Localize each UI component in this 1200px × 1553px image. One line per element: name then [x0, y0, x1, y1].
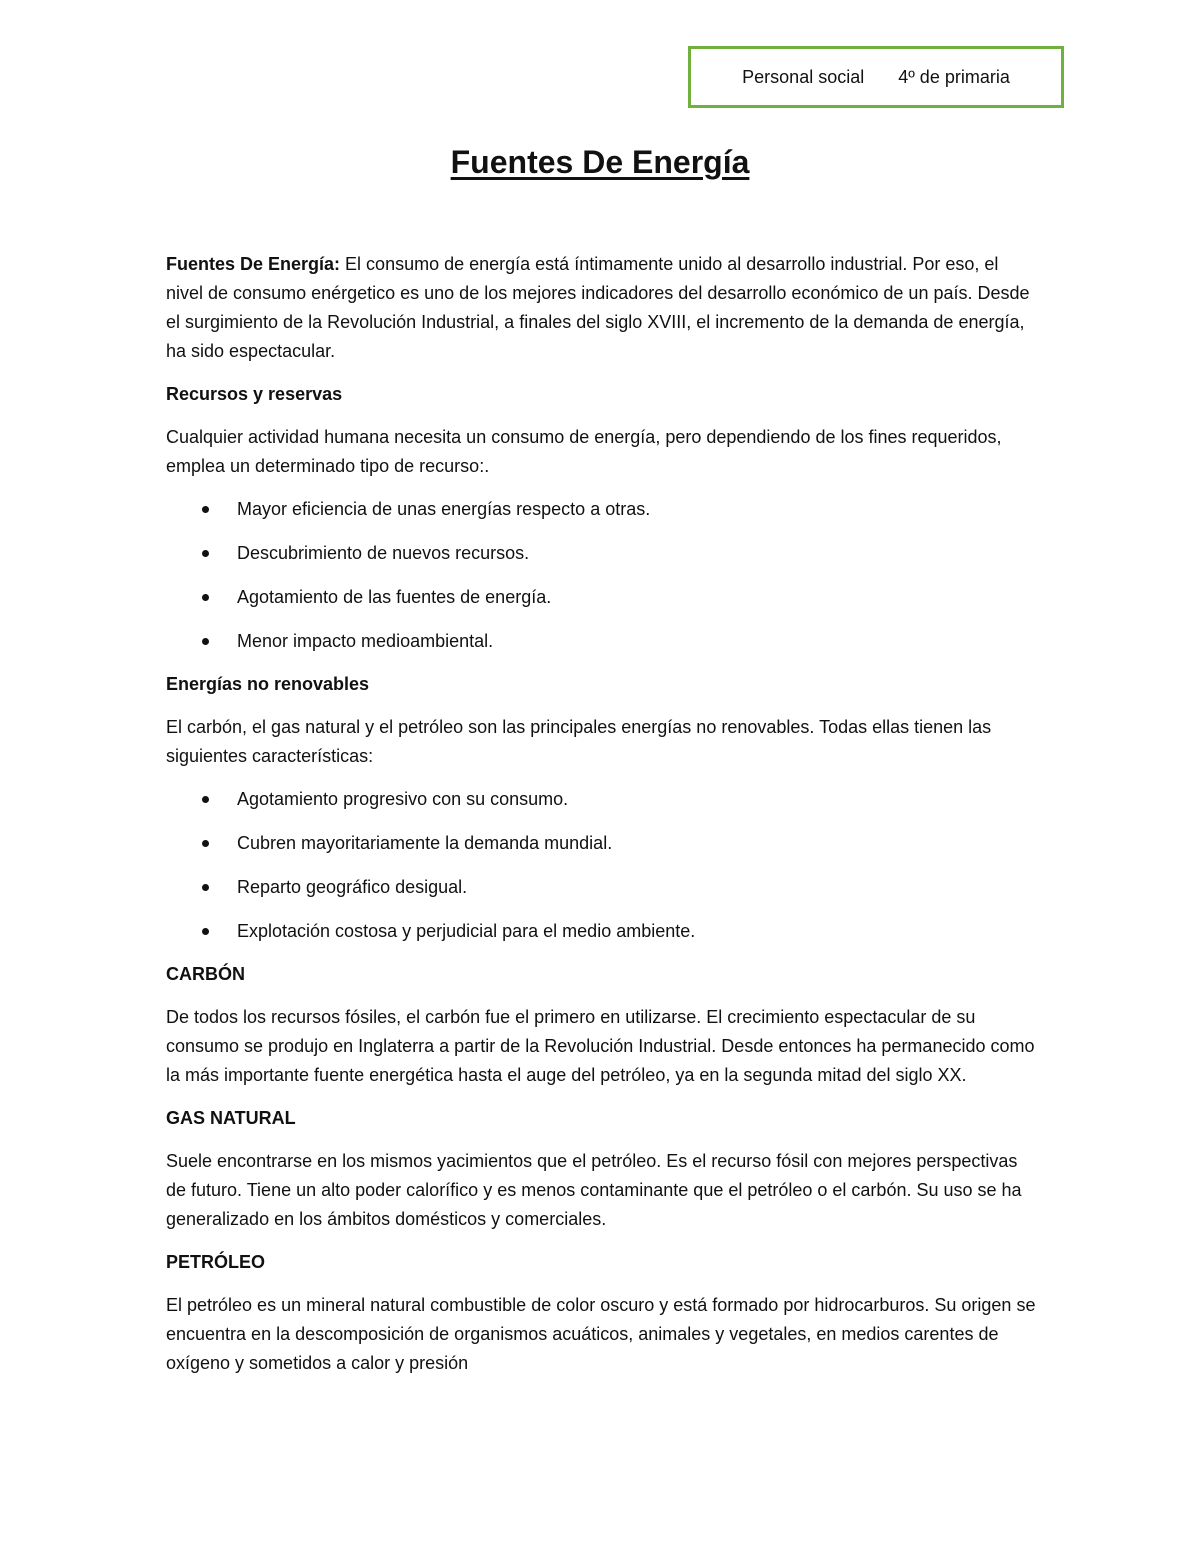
list-item-text: Agotamiento progresivo con su consumo.: [237, 789, 569, 809]
list-item: [166, 829, 1036, 858]
document-body: [166, 250, 1036, 1392]
list-item-text: Menor impacto medioambiental.: [237, 631, 494, 651]
gas-paragraph: Suele encontrarse en los mismos yacimientos que el petróleo. Es el recurso fósil con mejores perspectivas de futuro. Tiene un alto poder calorífico y es menos contaminante que el petróleo o el carbón. Su uso se ha generalizado en los ámbitos domésticos y comerciales.: [166, 1151, 1022, 1229]
no-renovables-heading: Energías no renovables: [166, 674, 370, 694]
carbon-heading: CARBÓN: [166, 964, 245, 984]
petroleo-paragraph: El petróleo es un mineral natural combustible de color oscuro y está formado por hidrocarburos. Su origen se encuentra en la descomposición de organismos acuáticos, animales y vegetales, en medios carentes de oxígeno y sometidos a calor y presión: [166, 1295, 1036, 1373]
gas-heading: GAS NATURAL: [166, 1108, 296, 1128]
recursos-paragraph: Cualquier actividad humana necesita un consumo de energía, pero dependiendo de los fines requeridos, emplea un determinado tipo de recurso:.: [166, 427, 1002, 476]
subject-label: Personal social: [742, 66, 865, 87]
bullet-icon: [202, 550, 209, 557]
list-item-text: Reparto geográfico desigual.: [237, 877, 468, 897]
intro-paragraph: [166, 250, 1036, 366]
list-item: [166, 873, 1036, 902]
no-renovables-paragraph: El carbón, el gas natural y el petróleo son las principales energías no renovables. Todas ellas tienen las siguientes características:: [166, 717, 992, 766]
list-item: [166, 539, 1036, 568]
list-item: [166, 627, 1036, 656]
intro-lead: Fuentes De Energía:: [166, 254, 341, 274]
bullet-icon: [202, 638, 209, 645]
list-item: [166, 495, 1036, 524]
list-item-text: Mayor eficiencia de unas energías respecto a otras.: [237, 499, 651, 519]
petroleo-heading: PETRÓLEO: [166, 1252, 266, 1272]
bullet-icon: [202, 928, 209, 935]
intro-text: El consumo de energía está íntimamente unido al desarrollo industrial. Por eso, el nivel de consumo enérgetico es uno de los mejores indicadores del desarrollo económico de un país. Desde el surgimiento de la Revolución Industrial, a finales del siglo XVIII, el incremento de la demanda de energía, ha sido espectacular.: [166, 254, 1030, 361]
list-item-text: Agotamiento de las fuentes de energía.: [237, 587, 552, 607]
list-item: [166, 917, 1036, 946]
recursos-heading: Recursos y reservas: [166, 384, 343, 404]
bullet-icon: [202, 506, 209, 513]
bullet-icon: [202, 884, 209, 891]
bullet-icon: [202, 840, 209, 847]
grade-label: 4º de primaria: [898, 66, 1010, 87]
header-box: [688, 46, 1064, 108]
page-title: Fuentes De Energía: [450, 144, 750, 180]
list-item-text: Descubrimiento de nuevos recursos.: [237, 543, 530, 563]
list-item: [166, 583, 1036, 612]
carbon-paragraph: De todos los recursos fósiles, el carbón fue el primero en utilizarse. El crecimiento espectacular de su consumo se produjo en Inglaterra a partir de la Revolución Industrial. Desde entonces ha permanecido como la más importante fuente energética hasta el auge del petróleo, ya en la segunda mitad del siglo XX.: [166, 1007, 1035, 1085]
list-item: [166, 785, 1036, 814]
recursos-list: [166, 495, 1036, 656]
list-item-text: Cubren mayoritariamente la demanda mundial.: [237, 833, 613, 853]
bullet-icon: [202, 796, 209, 803]
bullet-icon: [202, 594, 209, 601]
no-renovables-list: [166, 785, 1036, 946]
list-item-text: Explotación costosa y perjudicial para el medio ambiente.: [237, 921, 696, 941]
